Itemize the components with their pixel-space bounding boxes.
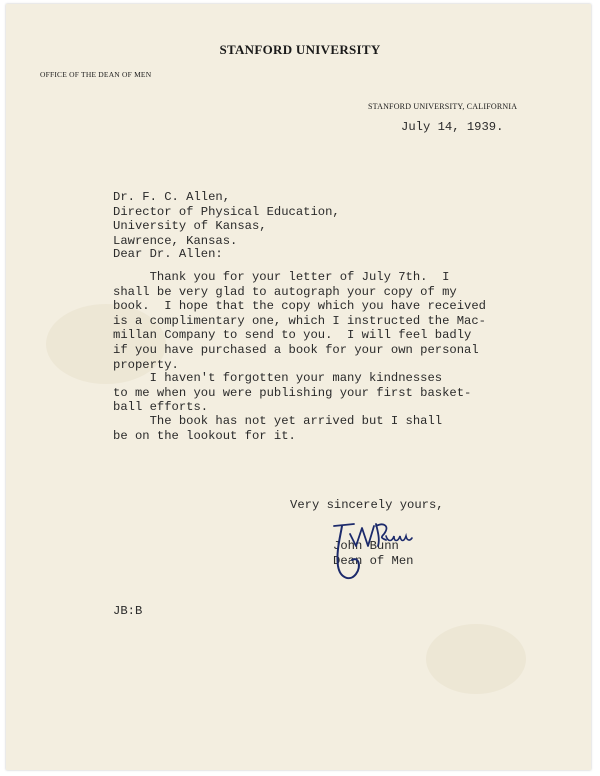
letterhead-institution: STANFORD UNIVERSITY: [219, 42, 381, 57]
body-line: Thank you for your letter of July 7th. I: [113, 270, 450, 284]
recipient-address: [113, 190, 340, 248]
body-paragraph: [113, 371, 471, 415]
body-line: ball efforts.: [113, 400, 209, 415]
body-line: if you have purchased a book for your own personal: [113, 342, 479, 357]
address-line: Director of Physical Education,: [113, 204, 340, 219]
body-line: to me when you were publishing your first basket-: [113, 385, 472, 400]
letterhead-office: OFFICE OF THE DEAN OF MEN: [40, 70, 152, 79]
address-line: Lawrence, Kansas.: [113, 233, 238, 248]
letter-date: July 14, 1939.: [401, 120, 504, 134]
address-line: Dr. F. C. Allen,: [113, 190, 231, 204]
body-line: book. I hope that the copy which you have received: [113, 299, 486, 314]
signer-name: John Bunn: [333, 539, 399, 553]
address-line: University of Kansas,: [113, 219, 267, 233]
body-line: is a complimentary one, which I instructed the Mac-: [113, 313, 486, 328]
body-paragraph: [113, 270, 486, 372]
body-line: shall be very glad to autograph your copy of my: [113, 284, 457, 299]
body-paragraph: [113, 414, 442, 443]
handwritten-signature: [320, 512, 415, 587]
body-line: millan Company to send to you. I will feel badly: [113, 328, 472, 343]
body-line: The book has not yet arrived but I shall: [113, 414, 443, 428]
body-line: I haven't forgotten your many kindnesses: [113, 371, 443, 385]
complimentary-closing: Very sincerely yours,: [290, 498, 444, 512]
salutation: Dear Dr. Allen:: [113, 247, 223, 261]
letterhead-location: STANFORD UNIVERSITY, CALIFORNIA: [368, 102, 518, 111]
paper-stain: [426, 624, 526, 694]
reference-initials: JB:B: [113, 604, 143, 618]
body-line: be on the lookout for it.: [113, 428, 296, 443]
signer-title: Dean of Men: [333, 553, 414, 568]
body-line: property.: [113, 357, 179, 372]
